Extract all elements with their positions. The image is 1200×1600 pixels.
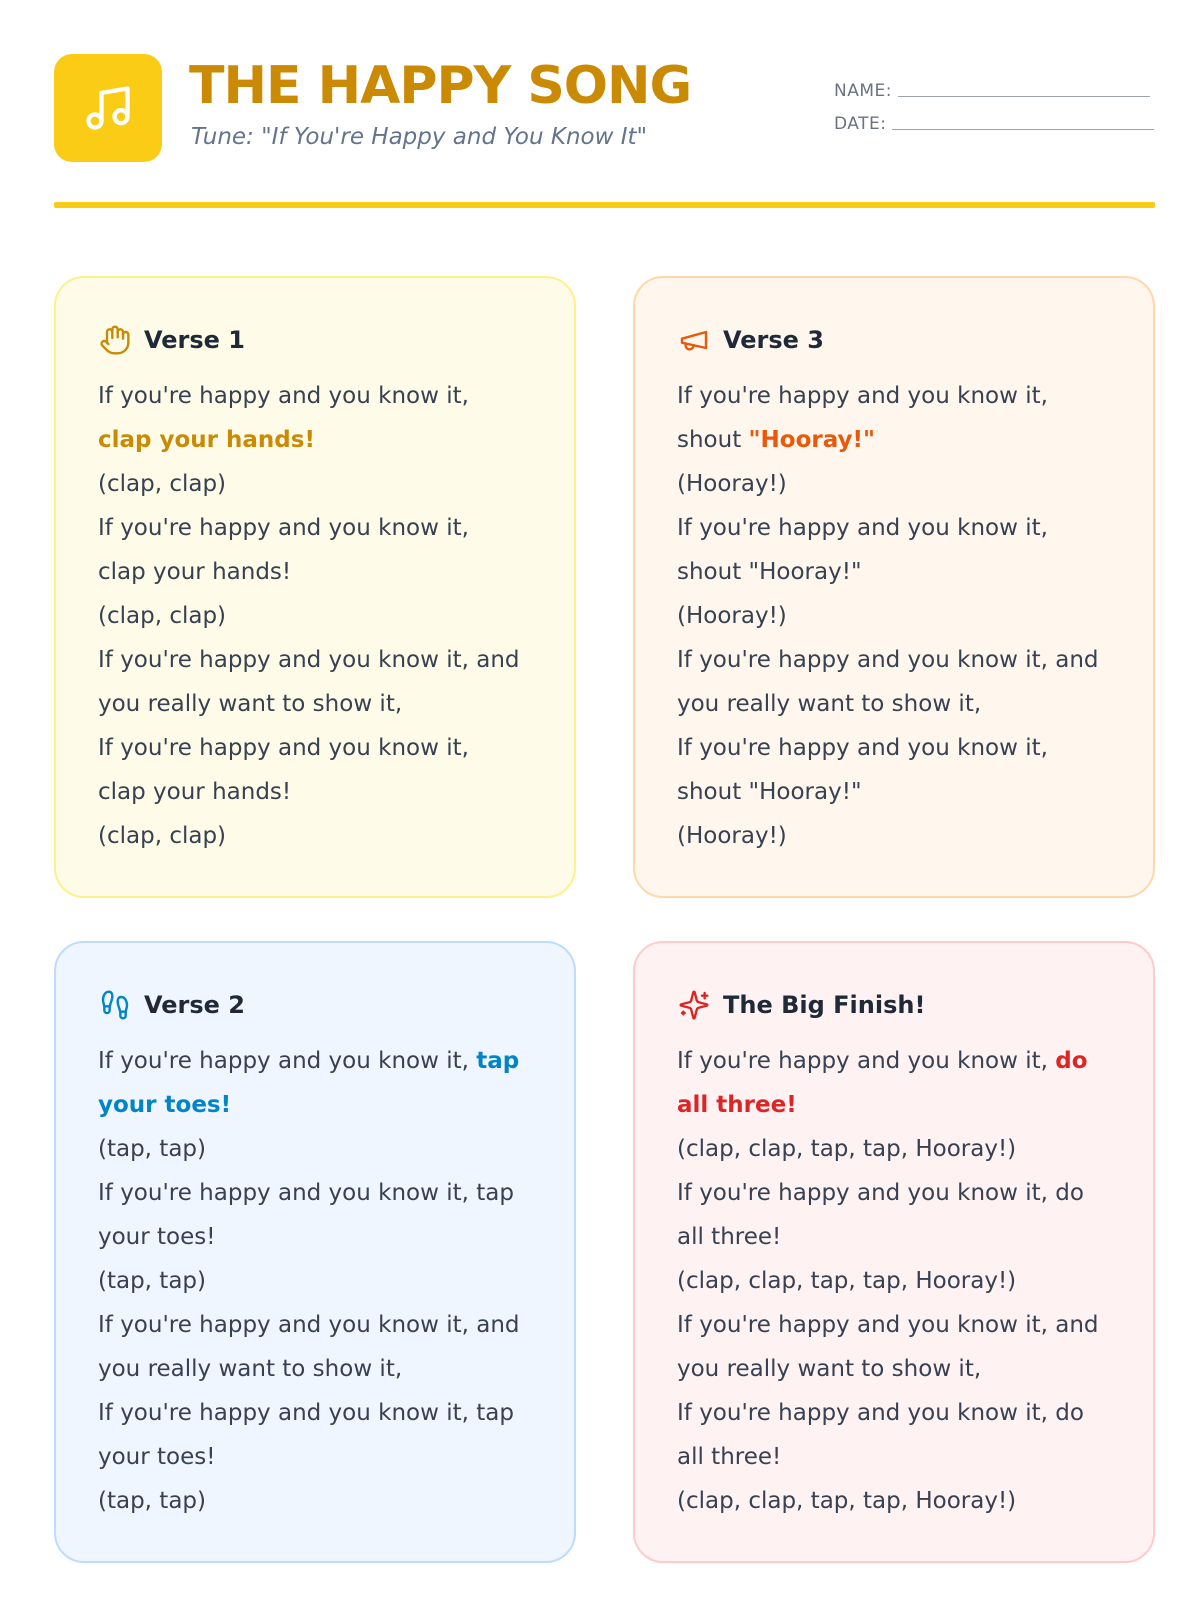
lyric-line: If you're happy and you know it, and bbox=[98, 647, 520, 673]
date-label: DATE: bbox=[834, 114, 887, 134]
page-title: THE HAPPY SONG bbox=[189, 56, 692, 116]
verse-2-card bbox=[54, 941, 576, 1563]
megaphone-icon bbox=[677, 323, 711, 357]
lyric-line: clap your hands! bbox=[98, 559, 292, 585]
lyric-line: (tap, tap) bbox=[98, 1488, 206, 1514]
lyric-line-highlight: clap your hands! bbox=[98, 427, 315, 453]
lyric-line: clap your hands! bbox=[98, 779, 292, 805]
name-label: NAME: bbox=[834, 81, 892, 101]
verse-1-card bbox=[54, 276, 576, 898]
lyric-line: (tap, tap) bbox=[98, 1136, 206, 1162]
lyric-line: all three! bbox=[677, 1444, 782, 1470]
lyric-text: If you're happy and you know it, bbox=[98, 1048, 477, 1074]
lyric-line: (tap, tap) bbox=[98, 1268, 206, 1294]
big-finish-card bbox=[633, 941, 1155, 1563]
lyric-line: (clap, clap) bbox=[98, 471, 227, 497]
lyric-line: all three! bbox=[677, 1224, 782, 1250]
lyric-text: shout bbox=[677, 427, 749, 453]
lyric-line bbox=[677, 418, 1113, 462]
verse-1-title: Verse 1 bbox=[144, 326, 245, 354]
verse-2-title: Verse 2 bbox=[144, 991, 245, 1019]
lyric-line: If you're happy and you know it, bbox=[677, 383, 1048, 409]
name-blank-line[interactable] bbox=[898, 96, 1150, 97]
big-finish-lyrics bbox=[677, 1039, 1113, 1523]
lyric-highlight: "Hooray!" bbox=[748, 427, 876, 453]
lyric-line-highlight: all three! bbox=[677, 1092, 797, 1118]
lyric-line: If you're happy and you know it, bbox=[98, 383, 469, 409]
footprints-icon bbox=[98, 988, 132, 1022]
big-finish-title: The Big Finish! bbox=[723, 991, 926, 1019]
verse-1-header bbox=[98, 322, 534, 358]
lyric-highlight: tap bbox=[476, 1048, 520, 1074]
lyric-line: (clap, clap) bbox=[98, 603, 227, 629]
lyric-line: If you're happy and you know it, tap bbox=[98, 1400, 514, 1426]
lyric-line: you really want to show it, bbox=[677, 1356, 982, 1382]
lyric-line bbox=[677, 1039, 1113, 1083]
lyric-line: your toes! bbox=[98, 1444, 216, 1470]
header-divider bbox=[54, 202, 1155, 208]
lyric-line: shout "Hooray!" bbox=[677, 559, 862, 585]
verse-1-lyrics bbox=[98, 374, 534, 858]
lyric-highlight: do bbox=[1055, 1048, 1088, 1074]
lyric-line: If you're happy and you know it, bbox=[98, 735, 469, 761]
worksheet-header bbox=[54, 54, 1155, 162]
page-subtitle: Tune: "If You're Happy and You Know It" bbox=[191, 124, 648, 150]
lyric-line: If you're happy and you know it, do bbox=[677, 1400, 1084, 1426]
lyric-line: If you're happy and you know it, bbox=[677, 515, 1048, 541]
lyric-line: (Hooray!) bbox=[677, 823, 787, 849]
lyric-line: you really want to show it, bbox=[677, 691, 982, 717]
hand-wave-icon bbox=[98, 323, 132, 357]
verse-3-card bbox=[633, 276, 1155, 898]
lyric-line: (Hooray!) bbox=[677, 471, 787, 497]
name-field[interactable] bbox=[834, 81, 1150, 101]
verse-3-title: Verse 3 bbox=[723, 326, 824, 354]
date-field[interactable] bbox=[834, 114, 1154, 134]
lyric-line: (clap, clap) bbox=[98, 823, 227, 849]
lyric-line: (clap, clap, tap, tap, Hooray!) bbox=[677, 1488, 1017, 1514]
lyric-line: If you're happy and you know it, tap bbox=[98, 1180, 514, 1206]
verse-3-lyrics bbox=[677, 374, 1113, 858]
verse-2-lyrics bbox=[98, 1039, 534, 1523]
lyric-text: If you're happy and you know it, bbox=[677, 1048, 1056, 1074]
lyric-line: If you're happy and you know it, and bbox=[98, 1312, 520, 1338]
sparkles-icon bbox=[677, 988, 711, 1022]
lyric-line-highlight: your toes! bbox=[98, 1092, 232, 1118]
lyric-line: you really want to show it, bbox=[98, 1356, 403, 1382]
lyric-line: If you're happy and you know it, and bbox=[677, 647, 1099, 673]
lyric-line: shout "Hooray!" bbox=[677, 779, 862, 805]
lyric-line: (Hooray!) bbox=[677, 603, 787, 629]
lyric-line: If you're happy and you know it, bbox=[677, 735, 1048, 761]
verse-2-header bbox=[98, 987, 534, 1023]
lyric-line: If you're happy and you know it, do bbox=[677, 1180, 1084, 1206]
big-finish-header bbox=[677, 987, 1113, 1023]
lyric-line: your toes! bbox=[98, 1224, 216, 1250]
music-note-icon bbox=[82, 82, 134, 134]
lyric-line: (clap, clap, tap, tap, Hooray!) bbox=[677, 1268, 1017, 1294]
verse-3-header bbox=[677, 322, 1113, 358]
lyric-line bbox=[98, 1039, 534, 1083]
lyric-line: If you're happy and you know it, and bbox=[677, 1312, 1099, 1338]
lyric-line: If you're happy and you know it, bbox=[98, 515, 469, 541]
lyric-line: you really want to show it, bbox=[98, 691, 403, 717]
date-blank-line[interactable] bbox=[892, 129, 1154, 130]
lyric-line: (clap, clap, tap, tap, Hooray!) bbox=[677, 1136, 1017, 1162]
logo-badge bbox=[54, 54, 162, 162]
